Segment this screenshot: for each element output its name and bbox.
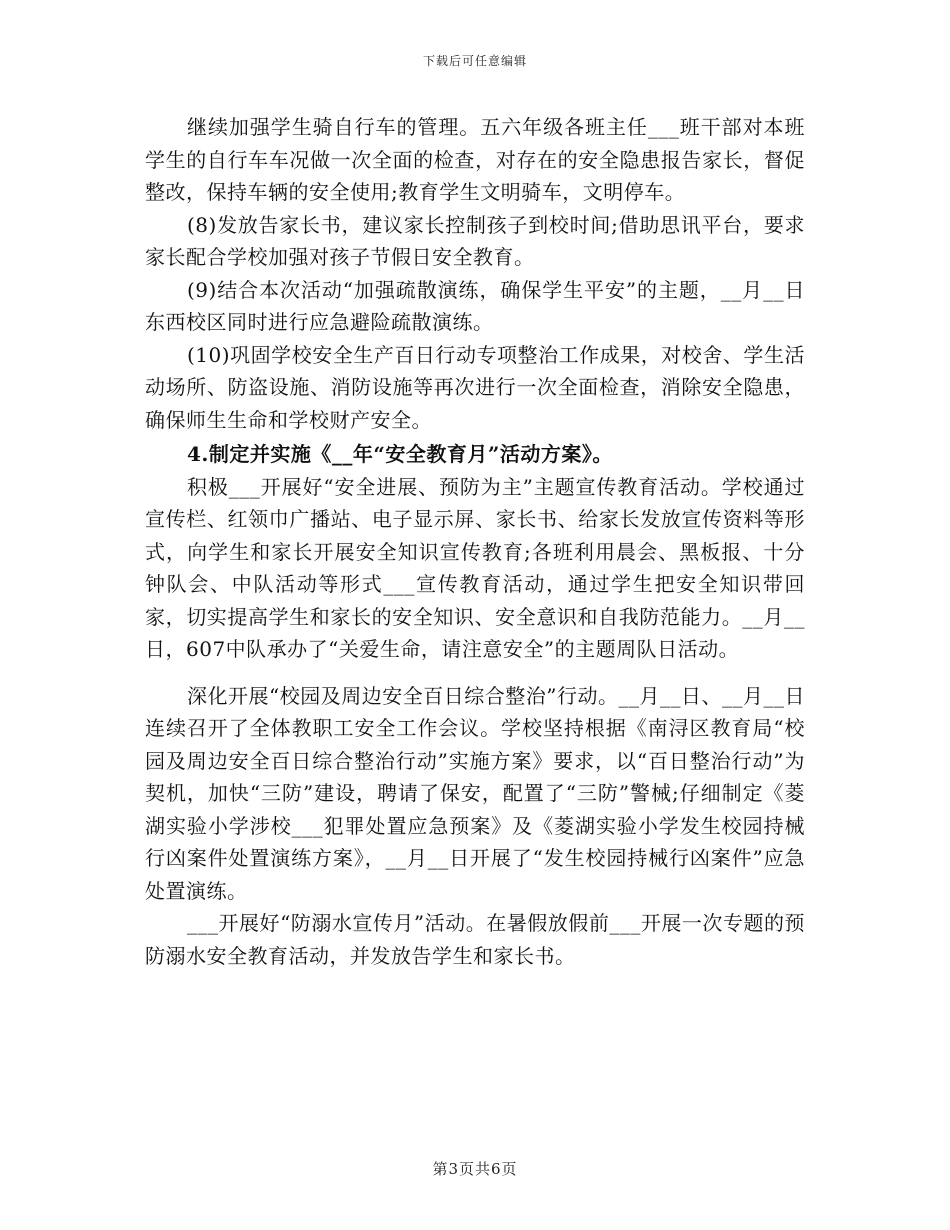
- page-header: 下载后可任意编辑: [422, 54, 527, 68]
- paragraph-bicycle-management: 继续加强学生骑自行车的管理。五六年级各班主任___班干部对本班学生的自行车车况做一次全面的检查，对存在的安全隐患报告家长，督促整改，保持车辆的安全使用;教育学生文明骑车，文明停车。: [145, 115, 805, 204]
- section-heading-safety-month: 4.制定并实施《__年“安全教育月”活动方案》。: [187, 442, 613, 466]
- paragraph-campus-rectification: 深化开展“校园及周边安全百日综合整治”行动。__月__日、__月__日连续召开了全体教职工安全工作会议。学校坚持根据《南浔区教育局“校园及周边安全百日综合整治行动”实施方案》要求，以“百日整治行动”为契机，加快“三防”建设，聘请了保安，配置了“三防”警械;仔细制定《菱湖实验小学涉校___犯罪处置应急预案》及《菱湖实验小学发生校园持械行凶案件处置演练方案》，__月__日开展了“发生校园持械行凶案件”应急处置演练。: [145, 683, 805, 903]
- paragraph-item-8: (8)发放告家长书，建议家长控制孩子到校时间;借助思讯平台，要求家长配合学校加强对孩子节假日安全教育。: [145, 212, 805, 269]
- paragraph-item-10: (10)巩固学校安全生产百日行动专项整治工作成果，对校舍、学生活动场所、防盗设施、消防设施等再次进行一次全面检查，消除安全隐患，确保师生生命和学校财产安全。: [145, 342, 805, 432]
- paragraph-item-9: (9)结合本次活动“加强疏散演练，确保学生平安”的主题，__月__日东西校区同时进行应急避险疏散演练。: [145, 277, 805, 334]
- page-number: 第3页共6页: [432, 1160, 518, 1178]
- paragraph-drowning-prevention: ___开展好“防溺水宣传月”活动。在暑假放假前___开展一次专题的预防溺水安全教育活动，并发放告学生和家长书。: [145, 911, 805, 968]
- document-body: [145, 111, 805, 972]
- paragraph-publicity-campaign: 积极___开展好“安全进展、预防为主”主题宣传教育活动。学校通过宣传栏、红领巾广播站、电子显示屏、家长书、给家长发放宣传资料等形式，向学生和家长开展安全知识宣传教育;各班利用晨会、黑板报、十分钟队会、中队活动等形式___宣传教育活动，通过学生把安全知识带回家，切实提高学生和家长的安全知识、安全意识和自我防范能力。__月__日，607中队承办了“关爱生命，请注意安全”的主题周队日活动。: [145, 474, 805, 661]
